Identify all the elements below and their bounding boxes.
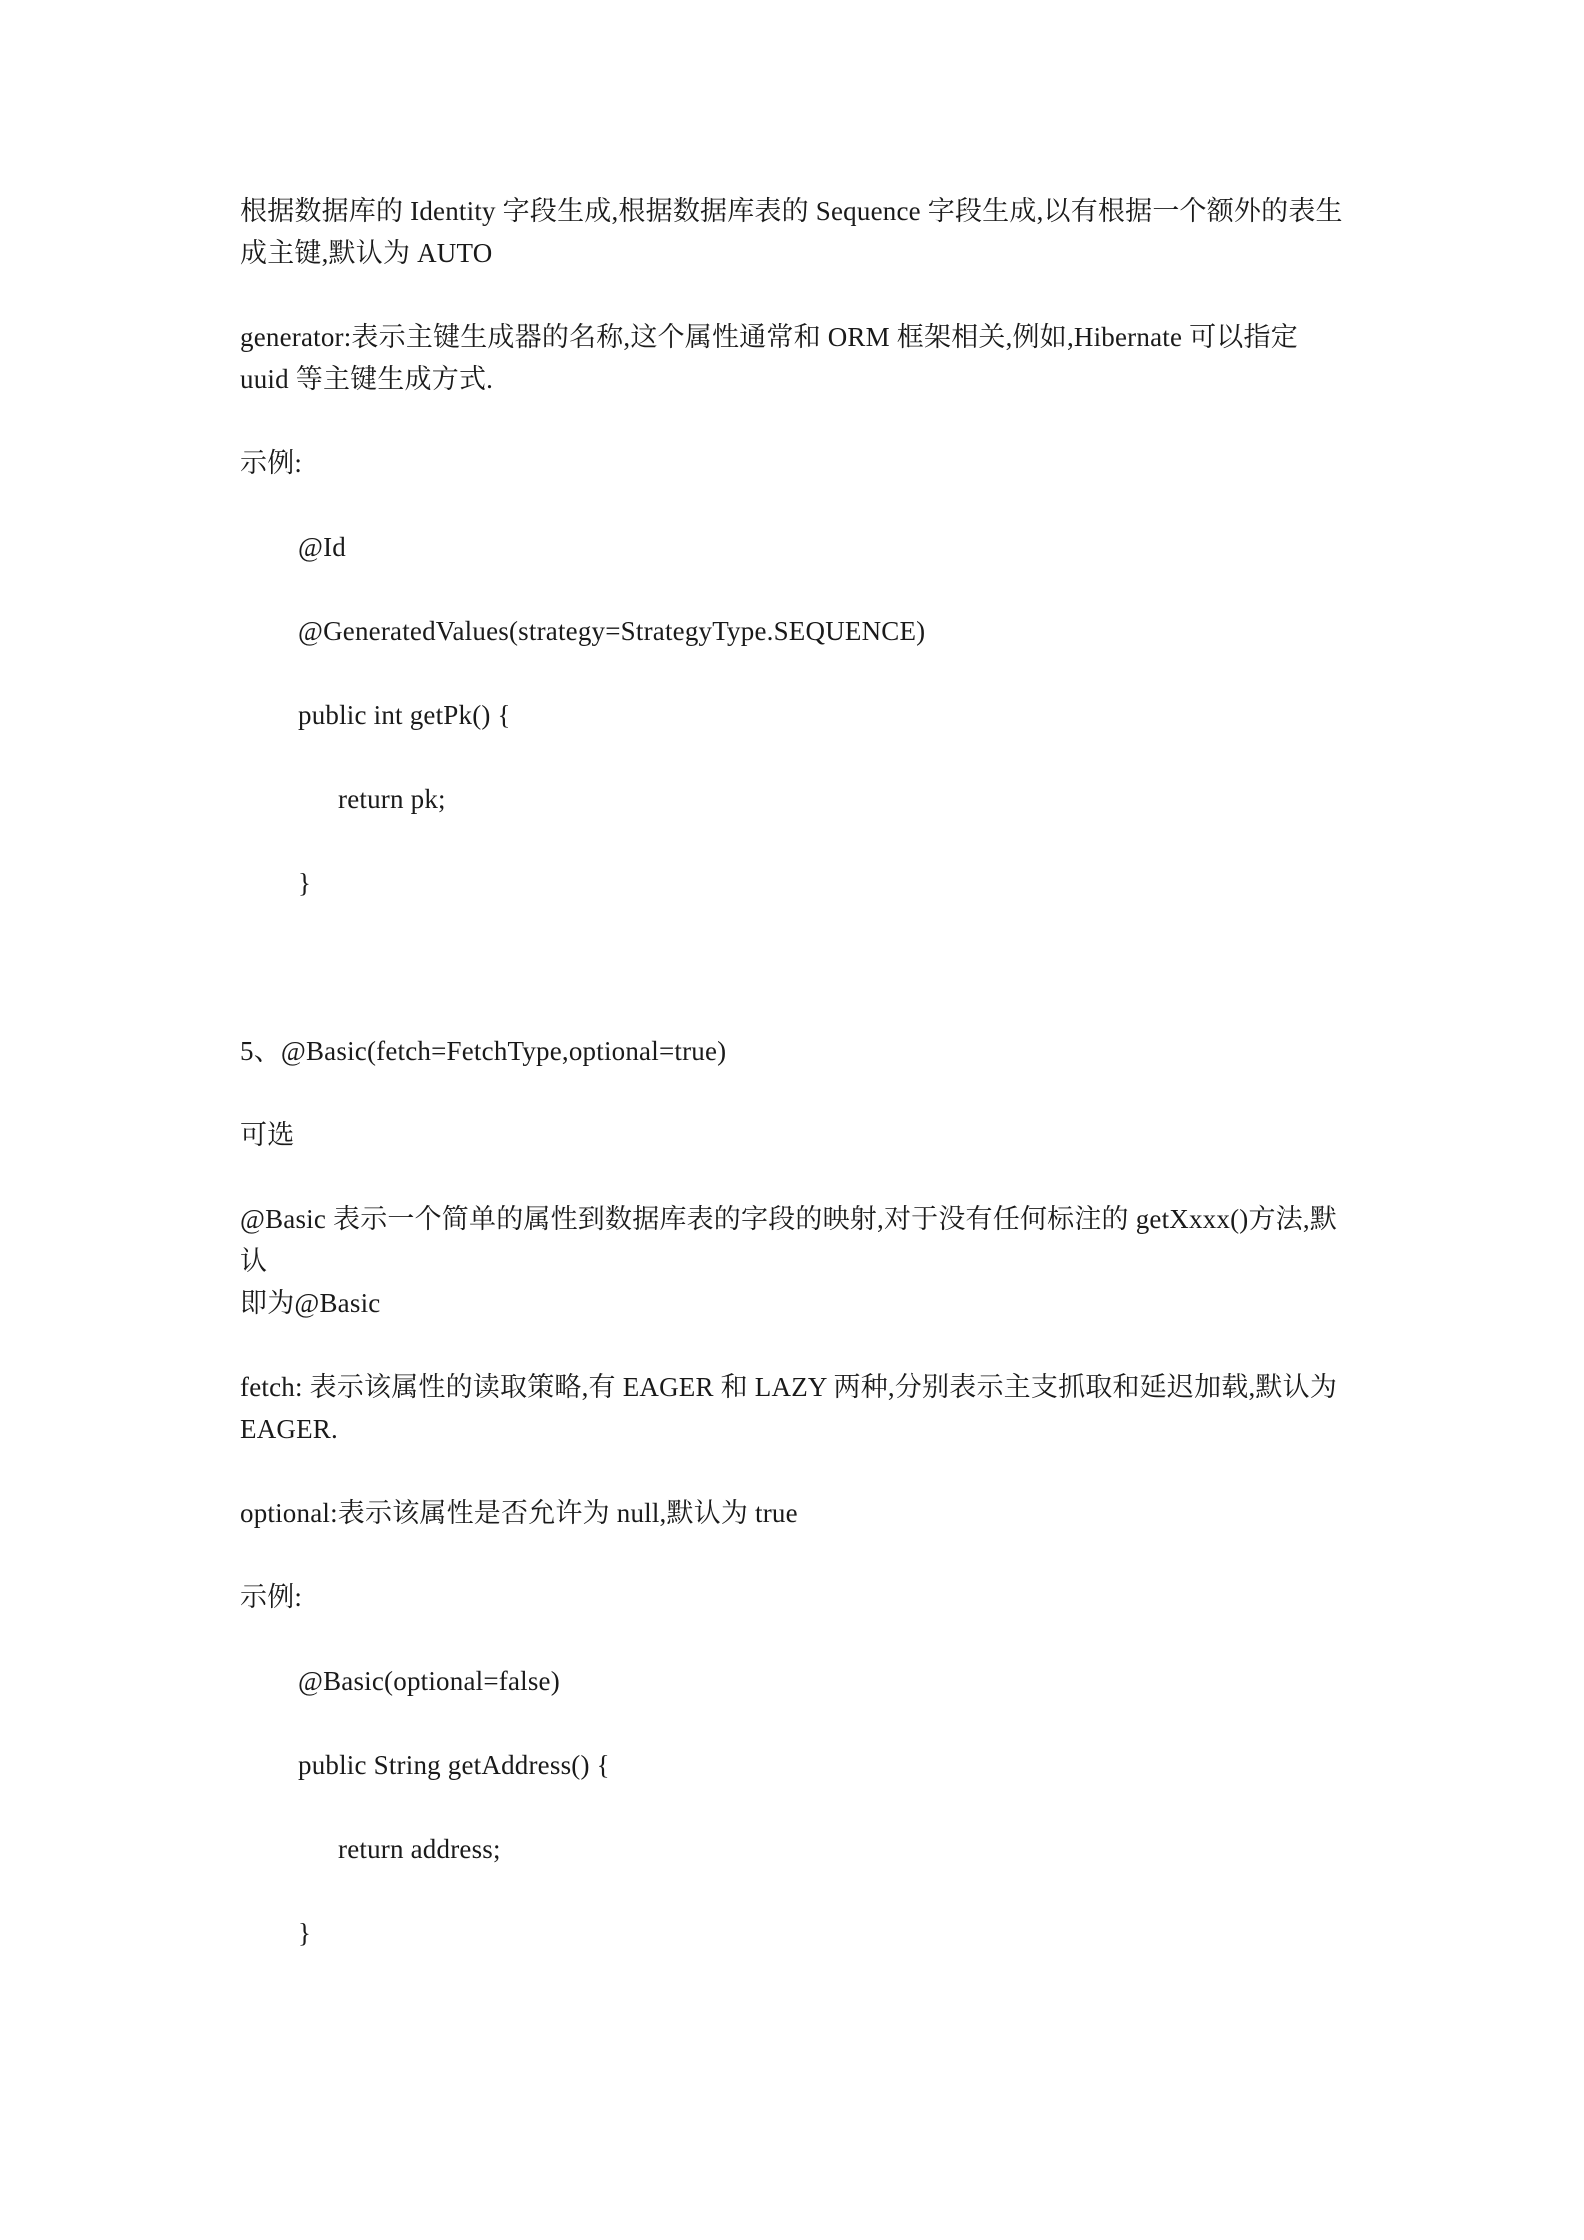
- code-line: }: [298, 868, 312, 898]
- code-line: @Basic(optional=false): [298, 1666, 560, 1696]
- section-heading: 5、@Basic(fetch=FetchType,optional=true): [240, 1036, 727, 1066]
- paragraph-line: generator:表示主键生成器的名称,这个属性通常和 ORM 框架相关,例如,Hibernate 可以指定: [240, 322, 1298, 352]
- paragraph-line: 根据数据库的 Identity 字段生成,根据数据库表的 Sequence 字段生成,以有根据一个额外的表生: [240, 196, 1343, 226]
- code-line: return pk;: [338, 784, 446, 814]
- paragraph-line: @Basic 表示一个简单的属性到数据库表的字段的映射,对于没有任何标注的 getXxxx()方法,默: [240, 1204, 1338, 1234]
- paragraph-line: 认: [240, 1246, 268, 1276]
- code-line: public int getPk() {: [298, 700, 511, 730]
- code-line: @Id: [298, 532, 346, 562]
- paragraph-line: optional:表示该属性是否允许为 null,默认为 true: [240, 1498, 798, 1528]
- paragraph-line: EAGER.: [240, 1414, 338, 1444]
- example-label: 示例:: [240, 1582, 303, 1612]
- example-label: 示例:: [240, 448, 303, 478]
- paragraph-line: 即为@Basic: [240, 1288, 381, 1318]
- paragraph-line: uuid 等主键生成方式.: [240, 364, 494, 394]
- paragraph-line: fetch: 表示该属性的读取策略,有 EAGER 和 LAZY 两种,分别表示主支抓取和延迟加载,默认为: [240, 1372, 1338, 1402]
- code-line: @GeneratedValues(strategy=StrategyType.SEQUENCE): [298, 616, 926, 646]
- paragraph-line: 成主键,默认为 AUTO: [240, 238, 493, 268]
- code-line: }: [298, 1918, 312, 1948]
- code-line: public String getAddress() {: [298, 1750, 610, 1780]
- optional-label: 可选: [240, 1120, 295, 1150]
- code-line: return address;: [338, 1834, 501, 1864]
